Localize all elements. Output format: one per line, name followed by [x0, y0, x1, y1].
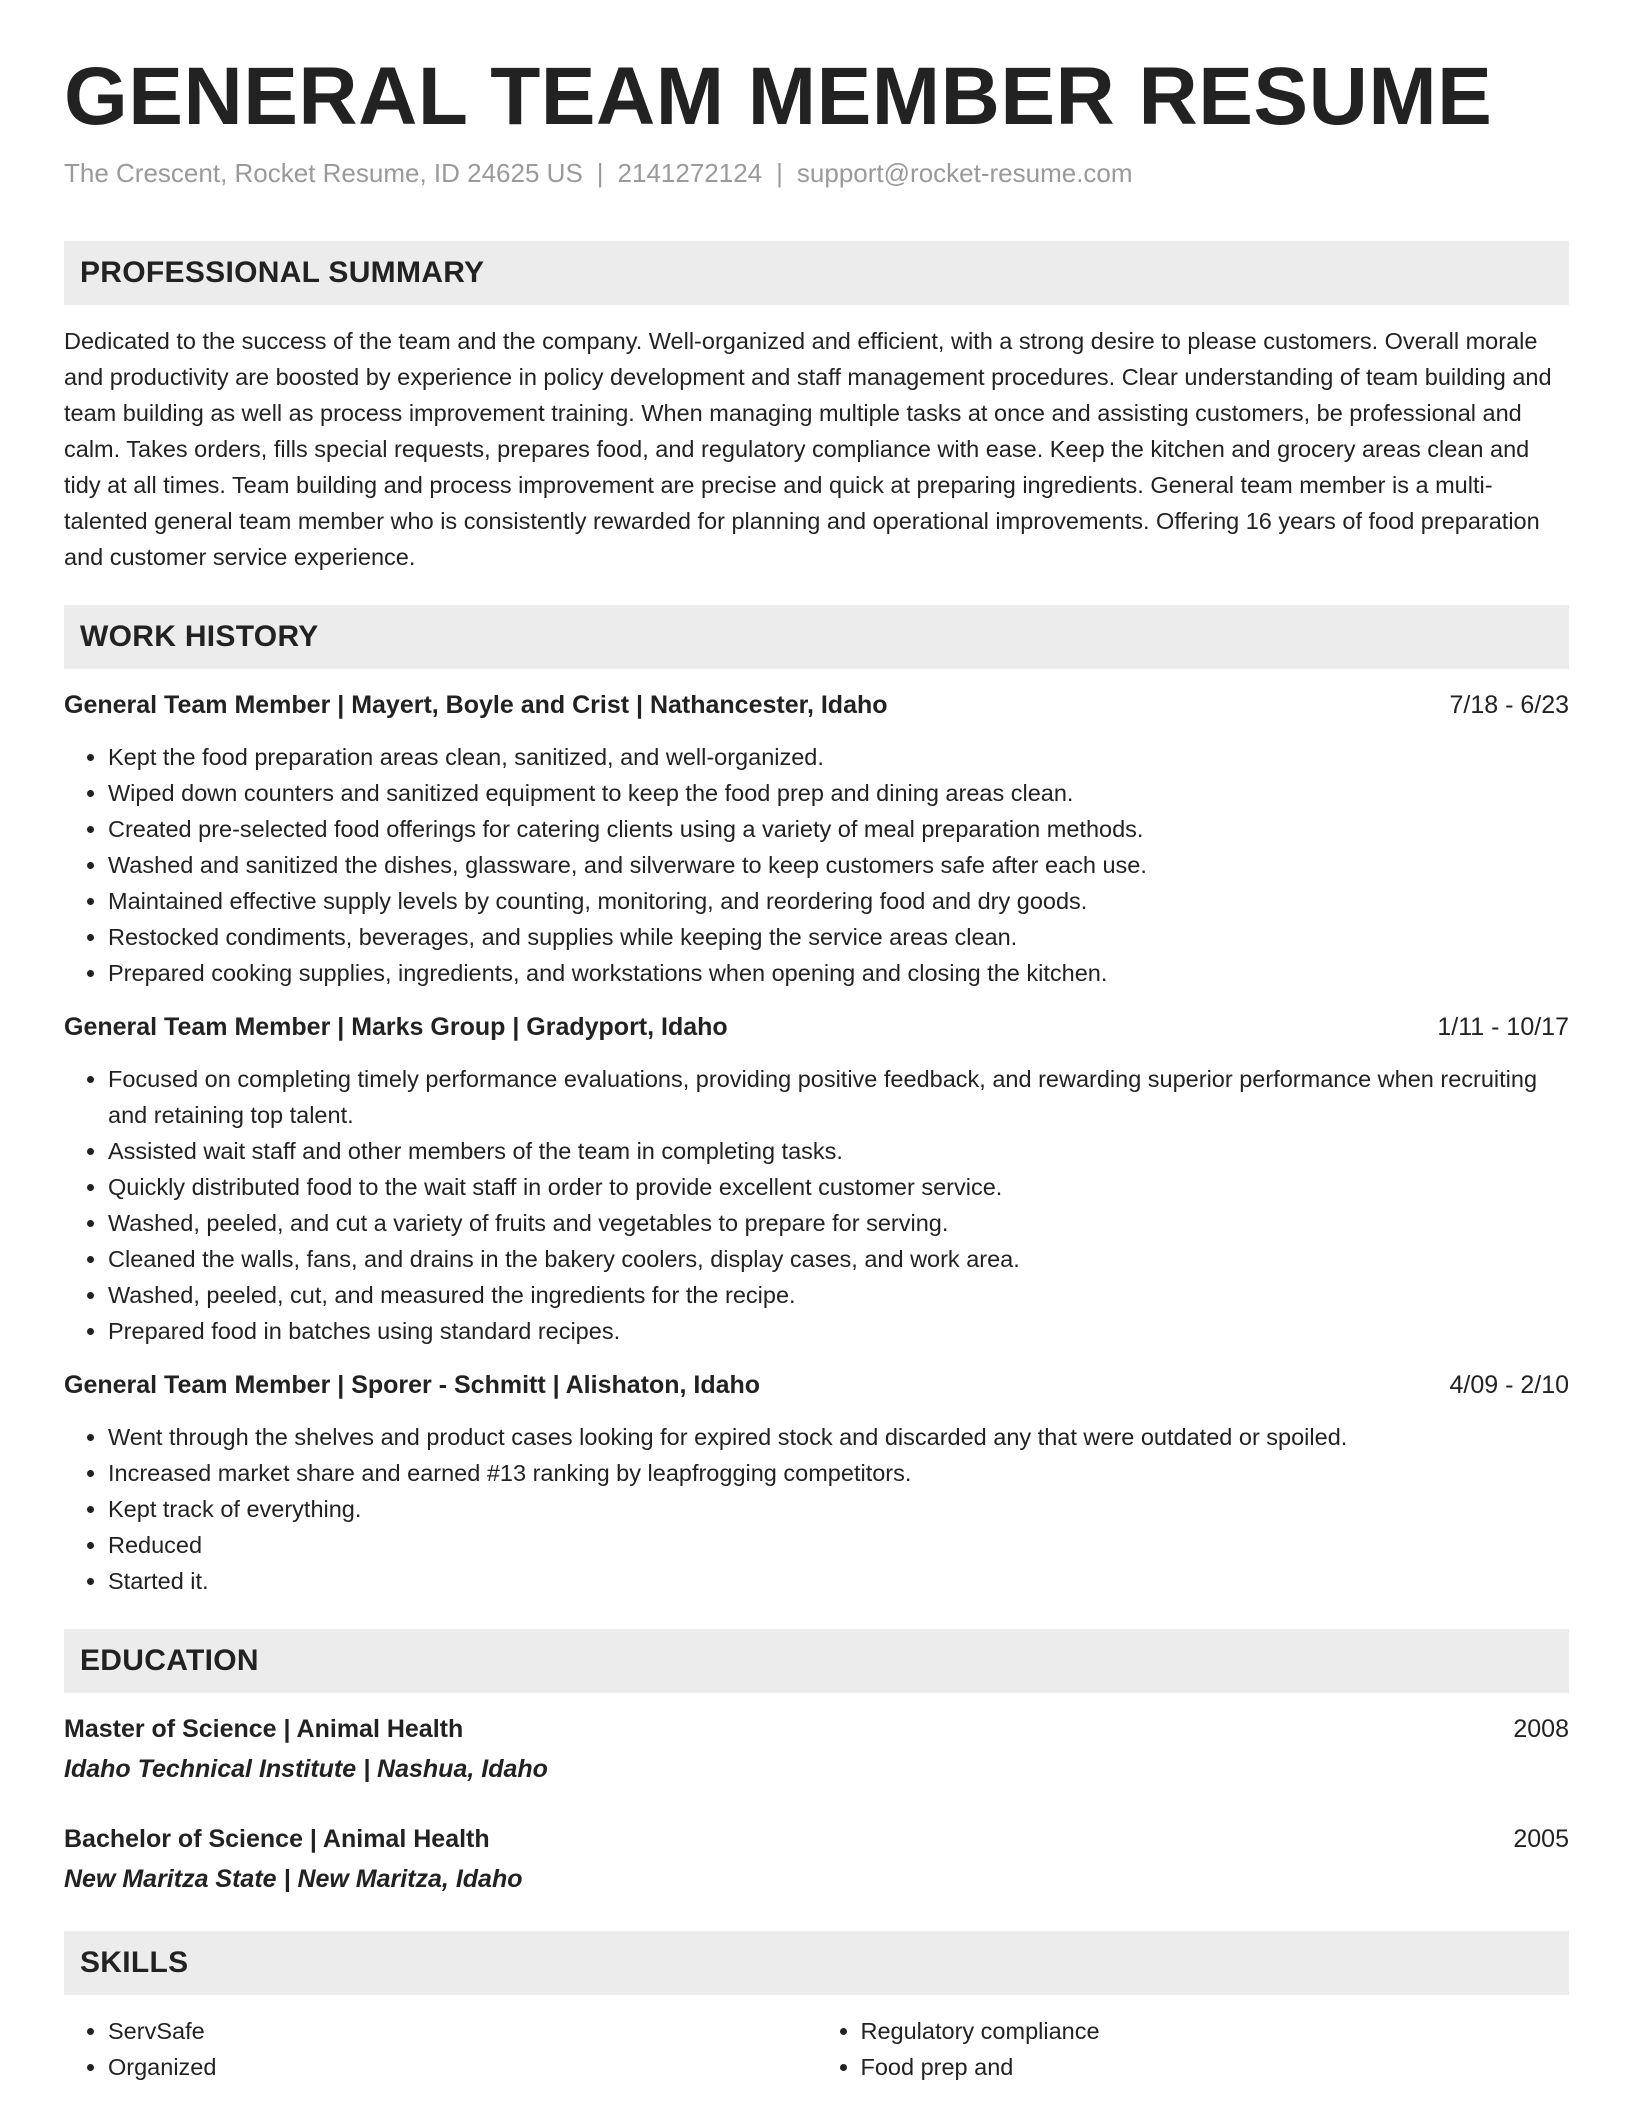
skill-item: • Food prep and — [861, 2049, 1570, 2085]
summary-text: Dedicated to the success of the team and the company. Well-organized and efficient, with a strong desire to please customers. Overall morale and productivity are boosted by experience in policy development and staff management procedures. Clear understanding of team building and team building as well as process improvement training. When managing multiple tasks at once and assisting customers, be professional and calm. Takes orders, fills special requests, prepares food, and regulatory compliance with ease. Keep the kitchen and grocery areas clean and tidy at all times. Team building and process improvement are precise and quick at preparing ingredients. General team member is a multi-talented general team member who is consistently rewarded for planning and operational improvements. Offering 16 years of food preparation and customer service experience. — [64, 328, 1552, 571]
list-item: • Kept track of everything. — [108, 1491, 1569, 1527]
job-title: General Team Member | Mayert, Boyle and Crist | Nathancester, Idaho — [64, 691, 888, 720]
education-degree: Master of Science | Animal Health — [64, 1715, 464, 1744]
contact-address: The Crescent, Rocket Resume, ID 24625 US — [64, 158, 583, 189]
list-item: • Increased market share and earned #13 ranking by leapfrogging competitors. — [108, 1455, 1569, 1491]
contact-separator: | — [776, 158, 783, 189]
contact-phone: 2141272124 — [617, 158, 763, 189]
skills-column-left — [64, 2013, 817, 2085]
list-item: • Created pre-selected food offerings for catering clients using a variety of meal preparation methods. — [108, 811, 1569, 847]
list-item: • Assisted wait staff and other members of the team in completing tasks. — [108, 1133, 1569, 1169]
list-item: • Washed, peeled, and cut a variety of fruits and vegetables to prepare for serving. — [108, 1205, 1569, 1241]
list-item: • Cleaned the walls, fans, and drains in the bakery coolers, display cases, and work area. — [108, 1241, 1569, 1277]
skills-heading: SKILLS — [64, 1931, 1569, 1995]
education-entry — [64, 1821, 1569, 1897]
job-title: General Team Member | Marks Group | Gradyport, Idaho — [64, 1013, 728, 1042]
list-item: • Focused on completing timely performance evaluations, providing positive feedback, and rewarding superior performance when recruiting and retaining top talent. — [108, 1061, 1569, 1133]
job-bullets — [64, 1419, 1569, 1599]
skill-item: • ServSafe — [108, 2013, 817, 2049]
list-item: • Kept the food preparation areas clean, sanitized, and well-organized. — [108, 739, 1569, 775]
education-school: Idaho Technical Institute | Nashua, Idaho — [64, 1755, 548, 1784]
job-dates: 1/11 - 10/17 — [1437, 1013, 1569, 1042]
education-entry — [64, 1711, 1569, 1787]
education-year: 2005 — [1513, 1825, 1569, 1854]
summary-heading: PROFESSIONAL SUMMARY — [64, 241, 1569, 305]
job-entry — [64, 1009, 1569, 1349]
list-item: • Went through the shelves and product cases looking for expired stock and discarded any that were outdated or spoiled. — [108, 1419, 1569, 1455]
list-item: • Maintained effective supply levels by counting, monitoring, and reordering food and dry goods. — [108, 883, 1569, 919]
skills-list — [64, 2013, 1569, 2085]
contact-email: support@rocket-resume.com — [796, 158, 1133, 189]
resume-title: GENERAL TEAM MEMBER RESUME — [64, 51, 1493, 142]
job-entry — [64, 1367, 1569, 1599]
list-item: • Prepared cooking supplies, ingredients, and workstations when opening and closing the kitchen. — [108, 955, 1569, 991]
skill-item: • Organized — [108, 2049, 817, 2085]
education-school: New Maritza State | New Maritza, Idaho — [64, 1865, 523, 1894]
job-bullets — [64, 1061, 1569, 1349]
job-dates: 7/18 - 6/23 — [1449, 691, 1569, 720]
list-item: • Washed, peeled, cut, and measured the ingredients for the recipe. — [108, 1277, 1569, 1313]
list-item: • Restocked condiments, beverages, and supplies while keeping the service areas clean. — [108, 919, 1569, 955]
contact-line — [64, 158, 1569, 189]
list-item: • Reduced — [108, 1527, 1569, 1563]
job-title: General Team Member | Sporer - Schmitt | Alishaton, Idaho — [64, 1371, 761, 1400]
job-entry — [64, 687, 1569, 991]
contact-separator: | — [596, 158, 604, 189]
work-history-heading: WORK HISTORY — [64, 605, 1569, 669]
education-degree: Bachelor of Science | Animal Health — [64, 1825, 490, 1854]
list-item: • Prepared food in batches using standard recipes. — [108, 1313, 1569, 1349]
education-heading: EDUCATION — [64, 1629, 1569, 1693]
list-item: • Wiped down counters and sanitized equipment to keep the food prep and dining areas clean. — [108, 775, 1569, 811]
skills-column-right — [817, 2013, 1570, 2085]
skill-item: • Regulatory compliance — [861, 2013, 1570, 2049]
job-dates: 4/09 - 2/10 — [1449, 1371, 1569, 1400]
education-year: 2008 — [1513, 1715, 1569, 1744]
job-bullets — [64, 739, 1569, 991]
list-item: • Washed and sanitized the dishes, glassware, and silverware to keep customers safe after each use. — [108, 847, 1569, 883]
list-item: • Started it. — [108, 1563, 1569, 1599]
list-item: • Quickly distributed food to the wait staff in order to provide excellent customer service. — [108, 1169, 1569, 1205]
